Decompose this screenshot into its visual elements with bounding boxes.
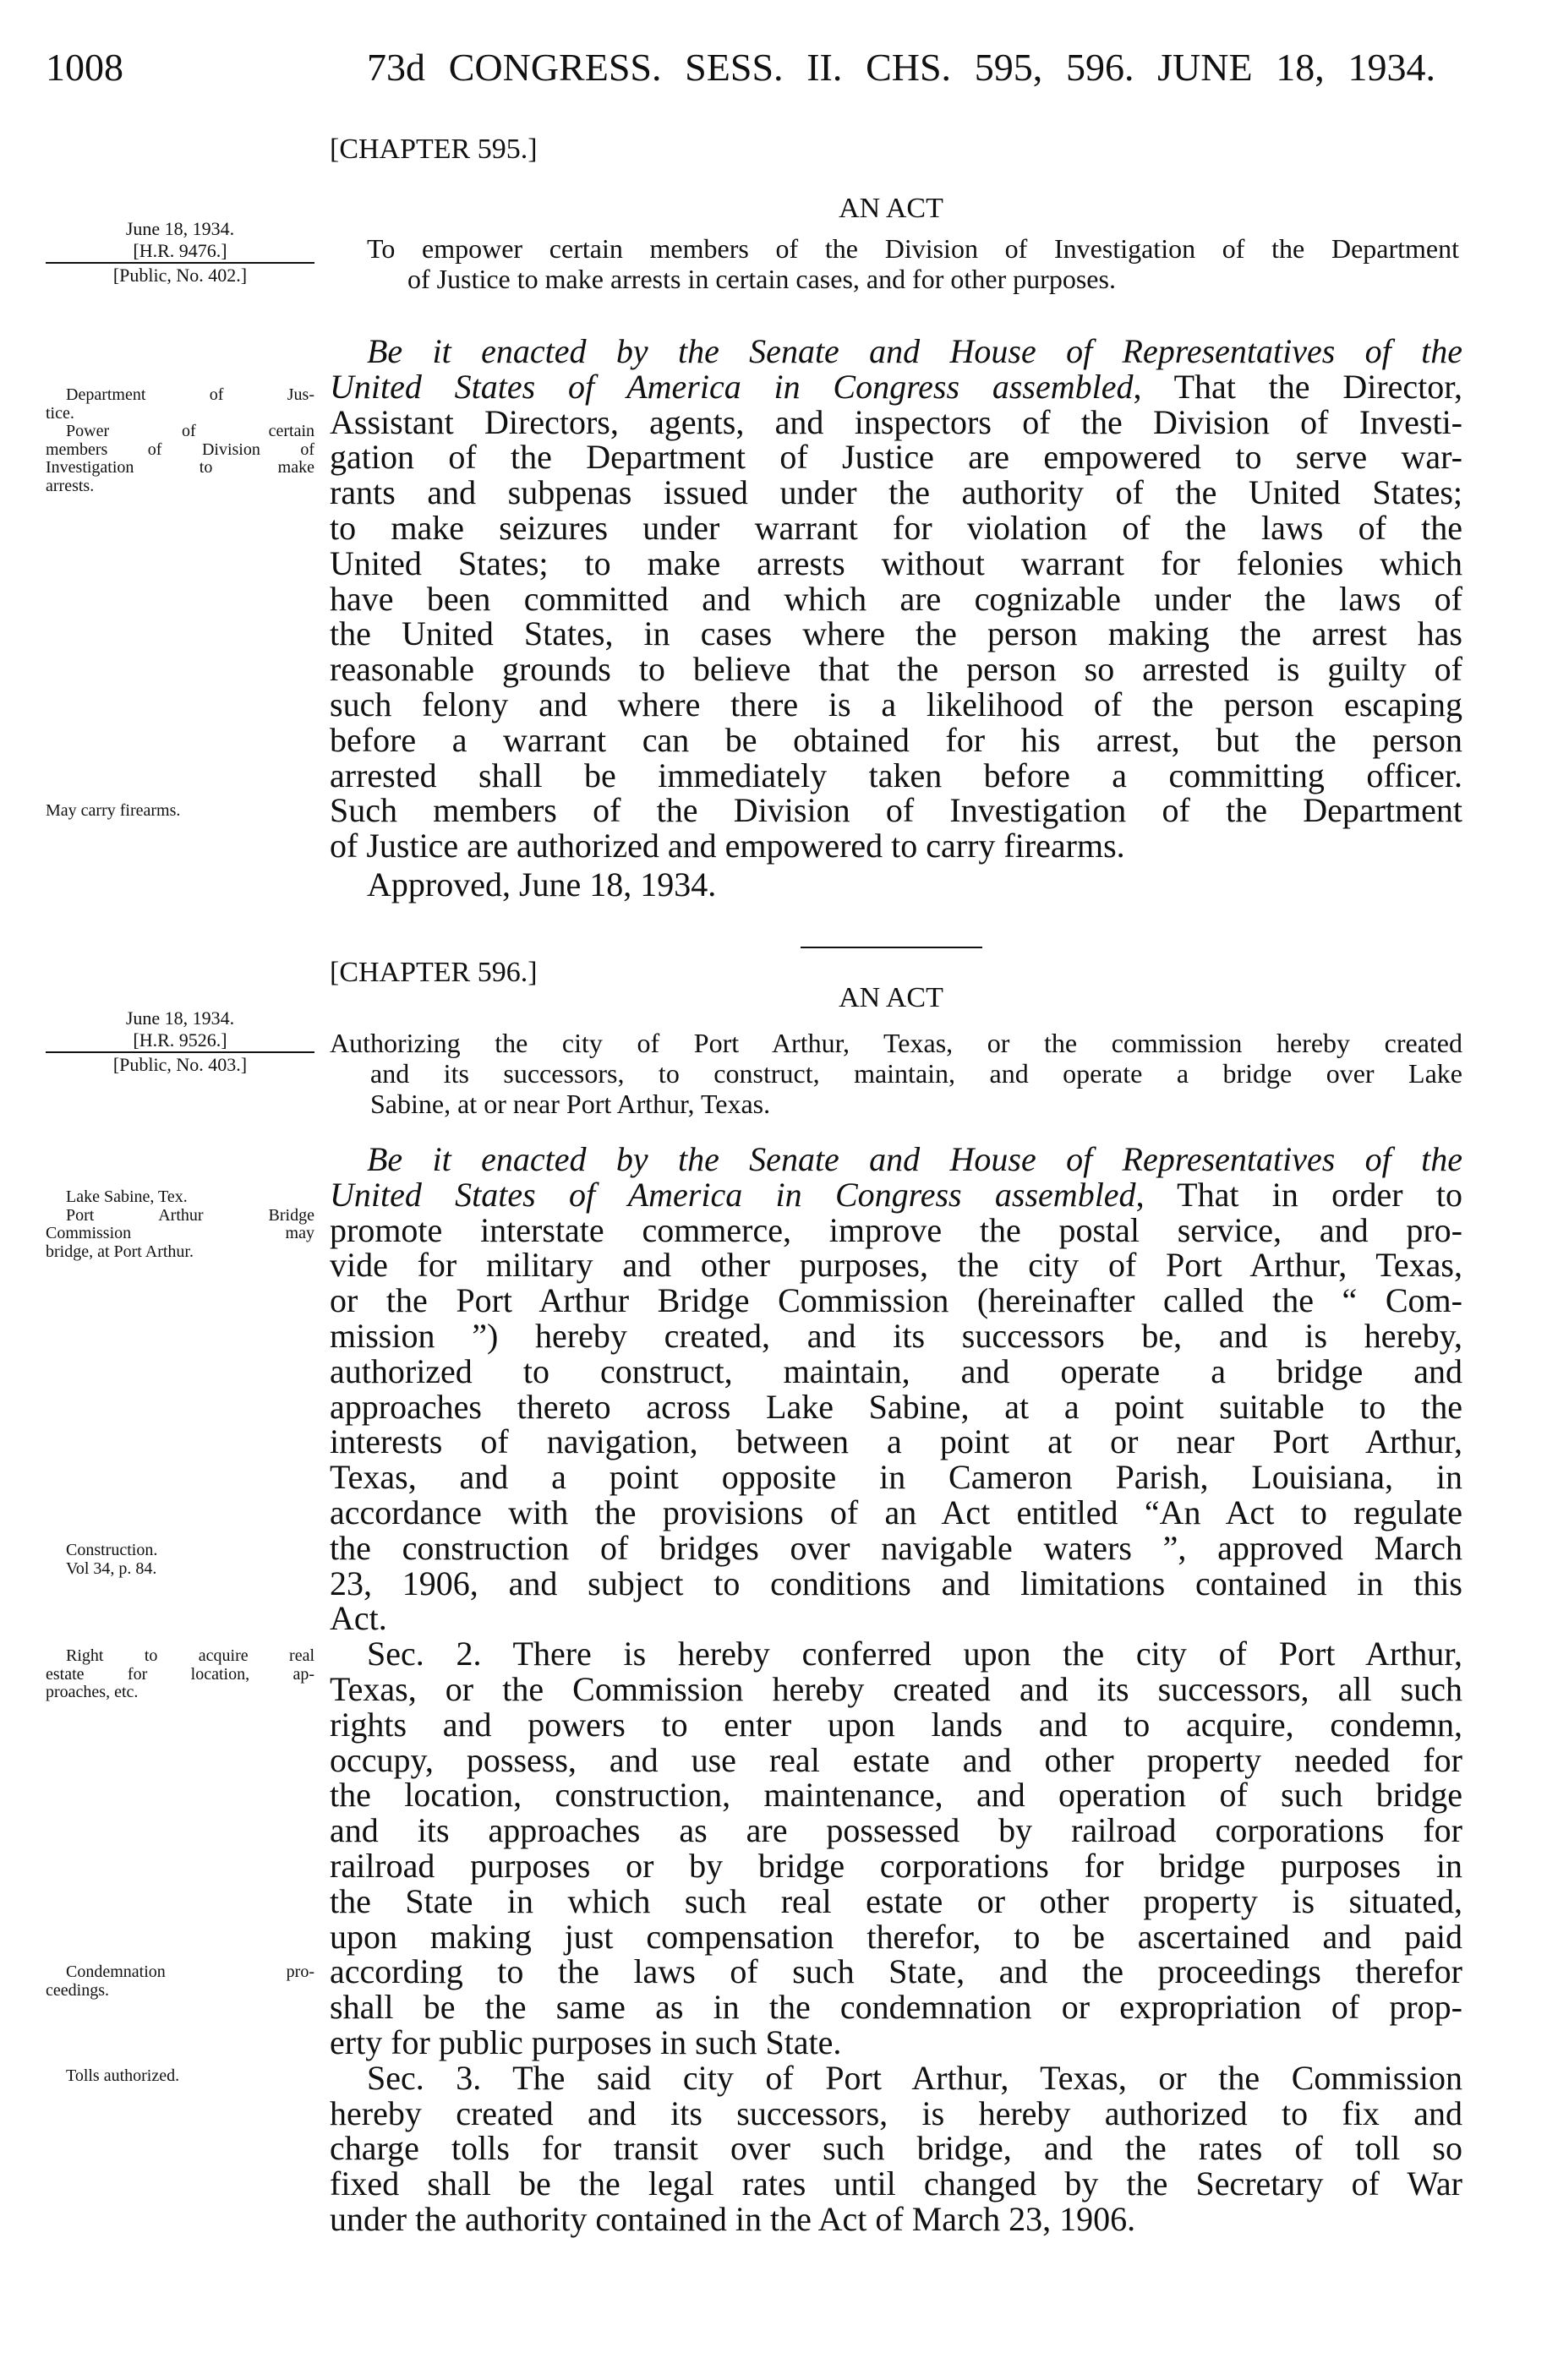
roman-text: Power of certain xyxy=(66,422,314,440)
text-line xyxy=(330,402,1462,441)
roman-text: Assistant Directors, agents, and inspectors of the Division of Investi- xyxy=(330,402,1462,441)
text-line xyxy=(330,1636,1462,1672)
roman-text: to make seizures under warrant for violation of the laws of the xyxy=(330,508,1462,547)
side-head-public: [Public, No. 402.] xyxy=(112,265,248,286)
text-line xyxy=(330,1707,1462,1743)
roman-text: and its approaches as are possessed by railroad corporations for xyxy=(330,1811,1462,1850)
italic-text: United States of America in Congress assembled xyxy=(330,1175,1136,1214)
roman-text: , That in order to xyxy=(1135,1175,1462,1214)
text-line xyxy=(330,1247,1462,1283)
text-line xyxy=(46,459,314,478)
roman-text: erty for public purposes in such State. xyxy=(330,2022,842,2061)
italic-text: United States of America in Congress assembled xyxy=(330,367,1134,406)
chapter-595-label: [CHAPTER 595.] xyxy=(330,134,538,165)
text-line xyxy=(330,475,1462,510)
text-line xyxy=(330,1954,1462,1990)
roman-text: promote interstate commerce, improve the postal service, and pro- xyxy=(330,1210,1462,1249)
text-line xyxy=(330,581,1462,617)
margin-note-power-to-arrest xyxy=(46,386,314,495)
text-line xyxy=(330,1058,1462,1089)
roman-text: arrests. xyxy=(46,476,95,495)
text-line xyxy=(330,1813,1462,1848)
text-line xyxy=(330,2131,1462,2166)
text-line xyxy=(46,1982,314,2001)
text-line xyxy=(330,616,1462,652)
roman-text: Investigation to make xyxy=(46,458,314,477)
roman-text: rants and subpenas issued under the authority of the United States; xyxy=(330,473,1462,512)
roman-text: of Justice to make arrests in certain cases, and for other purposes. xyxy=(407,264,1116,294)
roman-text: shall be the same as in the condemnation or expropriation of prop- xyxy=(330,1988,1462,2027)
text-line xyxy=(330,439,1462,475)
chapter-596-label: [CHAPTER 596.] xyxy=(330,957,538,988)
text-line xyxy=(330,1601,1462,1636)
roman-text: upon making just compensation therefor, to be ascertained and paid xyxy=(330,1917,1462,1956)
roman-text: authorized to construct, maintain, and operate a bridge and xyxy=(330,1351,1462,1390)
text-line xyxy=(330,652,1462,687)
roman-text: Vol 34, p. 84. xyxy=(66,1558,157,1578)
side-head-date: June 18, 1934. xyxy=(125,1007,235,1029)
roman-text: members of Division of xyxy=(46,439,314,459)
text-line xyxy=(330,1881,1462,1920)
roman-text: Right to acquire real xyxy=(66,1646,314,1665)
roman-text: according to the laws of such State, and the proceedings therefor xyxy=(330,1952,1462,1991)
roman-text: Lake Sabine, Tex. xyxy=(66,1187,188,1206)
chapter-596-body xyxy=(330,1142,1462,2237)
text-line xyxy=(330,1177,1462,1213)
text-line xyxy=(330,2199,1462,2238)
text-line xyxy=(330,1777,1462,1813)
roman-text: rights and powers to enter upon lands and to acquire, condemn, xyxy=(330,1705,1462,1744)
text-line xyxy=(330,1495,1462,1531)
roman-text: Authorizing the city of Port Arthur, Texas, or the commission hereby created xyxy=(330,1028,1462,1058)
roman-text: vide for military and other purposes, the city of Port Arthur, Texas, xyxy=(330,1246,1462,1285)
chapter-595-side-head xyxy=(46,218,314,287)
chapter-596-an-act: AN ACT xyxy=(839,982,943,1013)
chapter-595-body xyxy=(330,334,1462,864)
roman-text: Port Arthur Bridge xyxy=(66,1205,314,1225)
text-line xyxy=(46,1542,314,1560)
roman-text: Such members of the Division of Investigation of the Department xyxy=(330,791,1462,830)
side-head-date: June 18, 1934. xyxy=(125,218,235,239)
text-line xyxy=(330,1566,1462,1602)
text-line xyxy=(330,828,1462,864)
chapter-595-an-act: AN ACT xyxy=(839,193,943,224)
text-line xyxy=(330,1919,1462,1955)
side-head-bill: [H.R. 9526.] xyxy=(133,1029,227,1051)
text-line xyxy=(46,1647,314,1666)
text-line xyxy=(330,1460,1462,1495)
text-line xyxy=(330,1351,1462,1390)
roman-text: Condemnation pro- xyxy=(66,1962,314,1981)
roman-text: proaches, etc. xyxy=(46,1683,139,1701)
italic-text: Be it enacted by the Senate and House of Representatives of the xyxy=(367,1140,1462,1178)
text-line xyxy=(330,543,1462,582)
chapter-divider xyxy=(801,947,982,948)
roman-text: fixed shall be the legal rates until changed by the Secretary of War xyxy=(330,2164,1462,2203)
chapter-595-title xyxy=(367,233,1459,294)
page-number: 1008 xyxy=(46,46,123,89)
roman-text: bridge, at Port Arthur. xyxy=(46,1242,194,1261)
roman-text: interests of navigation, between a point at or near Port Arthur, xyxy=(330,1422,1462,1461)
running-head: 73d CONGRESS. SESS. II. CHS. 595, 596. JUNE 18, 1934. xyxy=(367,46,1435,89)
text-line xyxy=(330,1318,1462,1354)
roman-text: Commission may xyxy=(46,1224,314,1242)
text-line xyxy=(46,1684,314,1702)
roman-text: mission ”) hereby created, and its successors be, and is hereby, xyxy=(330,1316,1462,1355)
text-line xyxy=(46,1560,314,1579)
roman-text: Act. xyxy=(330,1599,387,1638)
roman-text: hereby created and its successors, is hereby authorized to fix and xyxy=(330,2093,1462,2132)
text-line xyxy=(367,264,1459,294)
text-line xyxy=(46,1188,314,1207)
text-line xyxy=(46,423,314,441)
text-line xyxy=(330,1210,1462,1249)
text-line xyxy=(330,1528,1462,1567)
roman-text: , That the Director, xyxy=(1133,367,1462,406)
roman-text: approaches thereto across Lake Sabine, at a point suitable to the xyxy=(330,1387,1462,1426)
roman-text: reasonable grounds to believe that the person so arrested is guilty of xyxy=(330,650,1462,689)
chapter-595-approved: Approved, June 18, 1934. xyxy=(367,865,717,903)
text-line xyxy=(367,233,1459,264)
roman-text: Texas, and a point opposite in Cameron Parish, Louisiana, in xyxy=(330,1458,1462,1497)
text-line xyxy=(330,369,1462,405)
text-line xyxy=(330,793,1462,828)
roman-text: To empower certain members of the Division of Investigation of the Department xyxy=(367,233,1459,264)
roman-text: May carry firearms. xyxy=(46,801,181,820)
text-line xyxy=(330,687,1462,723)
margin-note-construction xyxy=(46,1542,314,1578)
roman-text: such felony and where there is a likelihood of the person escaping xyxy=(330,685,1462,723)
roman-text: tice. xyxy=(46,403,74,423)
text-line xyxy=(330,2166,1462,2202)
text-line xyxy=(330,720,1462,759)
text-line xyxy=(46,1225,314,1243)
chapter-596-title xyxy=(330,1028,1462,1119)
text-line xyxy=(330,2022,1462,2061)
text-line xyxy=(46,441,314,460)
text-line xyxy=(46,802,314,821)
text-line xyxy=(330,1142,1462,1177)
roman-text: before a warrant can be obtained for his arrest, but the person xyxy=(330,720,1462,759)
text-line xyxy=(330,510,1462,546)
side-head-rule xyxy=(46,1051,314,1053)
roman-text: arrested shall be immediately taken before a committing officer. xyxy=(330,756,1462,794)
text-line xyxy=(46,478,314,496)
text-line xyxy=(46,1243,314,1262)
roman-text: Construction. xyxy=(66,1541,158,1559)
text-line xyxy=(330,334,1462,369)
roman-text: the United States, in cases where the person making the arrest has xyxy=(330,614,1462,653)
text-line xyxy=(330,1283,1462,1318)
side-head-rule xyxy=(46,262,314,264)
roman-text: accordance with the provisions of an Act entitled “An Act to regulate xyxy=(330,1493,1462,1531)
roman-text: Sec. 2. There is hereby conferred upon the city of Port Arthur, xyxy=(367,1635,1462,1673)
roman-text: of Justice are authorized and empowered to carry firearms. xyxy=(330,827,1125,865)
roman-text: ceedings. xyxy=(46,1980,109,2000)
roman-text: Sec. 3. The said city of Port Arthur, Texas, or the Commission xyxy=(367,2058,1462,2097)
text-line xyxy=(330,2058,1462,2097)
roman-text: or the Port Arthur Bridge Commission (hereinafter called the “ Com- xyxy=(330,1281,1462,1320)
text-line xyxy=(46,2067,314,2086)
roman-text: charge tolls for transit over such bridge, and the rates of toll so xyxy=(330,2129,1462,2168)
margin-note-tolls xyxy=(46,2067,314,2086)
roman-text: the State in which such real estate or other property is situated, xyxy=(330,1881,1462,1920)
text-line xyxy=(330,1389,1462,1425)
roman-text: gation of the Department of Justice are empowered to serve war- xyxy=(330,438,1462,477)
text-line xyxy=(330,1028,1462,1058)
italic-text: Be it enacted by the Senate and House of Representatives of the xyxy=(367,332,1462,370)
roman-text: 23, 1906, and subject to conditions and limitations contained in this xyxy=(330,1564,1462,1602)
text-line xyxy=(330,1669,1462,1708)
roman-text: the location, construction, maintenance, and operation of such bridge xyxy=(330,1776,1462,1815)
margin-note-condemnation xyxy=(46,1963,314,2000)
roman-text: Tolls authorized. xyxy=(66,2066,180,2085)
roman-text: the construction of bridges over navigable waters ”, approved March xyxy=(330,1528,1462,1567)
text-line xyxy=(330,1740,1462,1779)
margin-note-lake-sabine xyxy=(46,1188,314,1261)
text-line xyxy=(46,1207,314,1225)
margin-note-real-estate xyxy=(46,1647,314,1702)
roman-text: under the authority contained in the Act of March 23, 1906. xyxy=(330,2199,1136,2238)
roman-text: have been committed and which are cognizable under the laws of xyxy=(330,579,1462,618)
text-line xyxy=(46,1666,314,1684)
text-line xyxy=(330,1990,1462,2025)
text-line xyxy=(46,386,314,405)
text-line xyxy=(330,2093,1462,2132)
text-line xyxy=(46,1963,314,1982)
roman-text: occupy, possess, and use real estate and other property needed for xyxy=(330,1740,1462,1779)
text-line xyxy=(330,1848,1462,1884)
roman-text: and its successors, to construct, maintain, and operate a bridge over Lake xyxy=(370,1058,1462,1089)
margin-note-firearms xyxy=(46,802,314,821)
text-line xyxy=(330,1089,1462,1119)
chapter-596-side-head xyxy=(46,1007,314,1076)
roman-text: United States; to make arrests without warrant for felonies which xyxy=(330,543,1462,582)
text-line xyxy=(46,405,314,423)
roman-text: Sabine, at or near Port Arthur, Texas. xyxy=(370,1089,771,1119)
roman-text: railroad purposes or by bridge corporations for bridge purposes in xyxy=(330,1846,1462,1885)
roman-text: Department of Jus- xyxy=(66,385,314,404)
roman-text: Texas, or the Commission hereby created and its successors, all such xyxy=(330,1669,1462,1708)
side-head-public: [Public, No. 403.] xyxy=(112,1054,248,1075)
text-line xyxy=(330,758,1462,794)
roman-text: estate for location, ap- xyxy=(46,1664,314,1684)
text-line xyxy=(330,1424,1462,1460)
side-head-bill: [H.R. 9476.] xyxy=(133,240,227,261)
